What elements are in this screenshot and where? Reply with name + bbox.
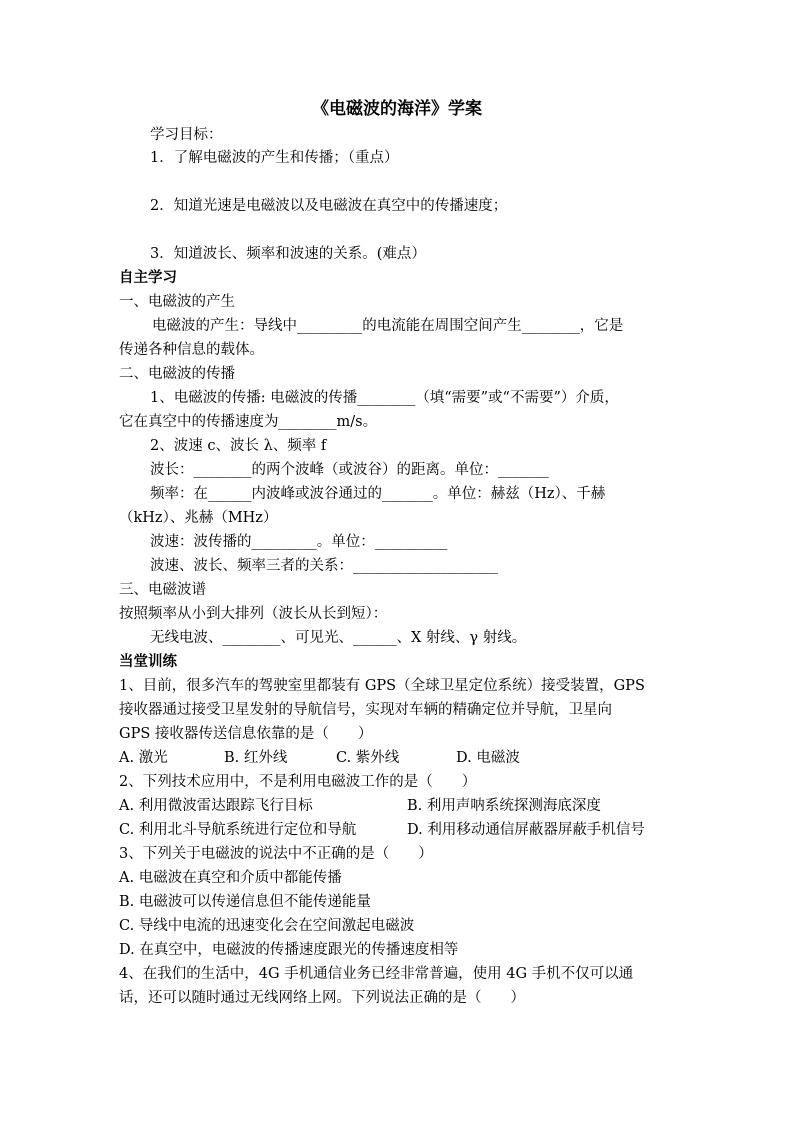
section2-heading: 二、电磁波的传播 [119,366,235,382]
speed-line: 波速：波传播的_________。单位：__________ [150,534,448,550]
section3-line2: 无线电波、________、可见光、______、X 射线、γ 射线。 [150,630,527,646]
frequency-line2: （kHz）、兆赫（MHz） [119,510,278,526]
section2-line2: 它在真空中的传播速度为________m/s。 [119,414,378,430]
relation-line: 波速、波长、频率三者的关系：____________________ [150,558,498,574]
q1-option-b: B. 红外线 [224,750,288,766]
q3-option-d: D. 在真空中，电磁波的传播速度跟光的传播速度相等 [119,942,459,958]
section1-line1: 电磁波的产生：导线中_________的电流能在周围空间产生________，它是 [152,318,624,334]
section1-line2: 传递各种信息的载体。 [119,342,264,358]
q1-line3: GPS 接收器传送信息依靠的是（ ） [119,726,373,742]
self-study-heading: 自主学习 [119,269,177,286]
q2-option-c: C. 利用北斗导航系统进行定位和导航 [119,822,357,838]
objectives-heading: 学习目标： [150,127,223,143]
q1-option-c: C. 紫外线 [336,750,400,766]
q2-option-d: D. 利用移动通信屏蔽器屏蔽手机信号 [407,822,645,838]
q3-stem: 3、下列关于电磁波的说法中不正确的是（ ） [119,846,433,862]
q3-option-a: A. 电磁波在真空和介质中都能传播 [119,870,342,886]
wavelength-line: 波长：________的两个波峰（或波谷）的距离。单位：_______ [150,462,549,478]
q1-option-a: A. 激光 [119,750,168,766]
q1-option-d: D. 电磁波 [456,750,520,766]
section1-heading: 一、电磁波的产生 [119,294,235,310]
section2-line3: 2、波速 c、波长 λ、频率 f [150,438,327,454]
section2-line1: 1、电磁波的传播: 电磁波的传播________（填“需要”或“不需要”）介质， [150,390,619,406]
q3-option-c: C. 导线中电流的迅速变化会在空间激起电磁波 [119,918,415,934]
q3-option-b: B. 电磁波可以传递信息但不能传递能量 [119,894,371,910]
q1-line2: 接收器通过接受卫星发射的导航信号，实现对车辆的精确定位并导航，卫星向 [119,702,612,718]
q2-stem: 2、下列技术应用中，不是利用电磁波工作的是（ ） [119,774,477,790]
objective-item-1: 1．了解电磁波的产生和传播；（重点） [150,150,399,166]
objective-item-3: 3．知道波长、频率和波速的关系。(难点） [150,246,426,262]
frequency-line1: 频率：在______内波峰或波谷通过的_______。单位：赫兹（Hz）、千赫 [150,486,606,502]
q4-line2: 话，还可以随时通过无线网络上网。下列说法正确的是（ ） [119,990,525,1006]
q2-option-a: A. 利用微波雷达跟踪飞行目标 [119,798,313,814]
section3-line1: 按照频率从小到大排列（波长从长到短）： [119,606,388,622]
q4-line1: 4、在我们的生活中，4G 手机通信业务已经非常普遍，使用 4G 手机不仅可以通 [119,966,634,982]
q2-option-b: B. 利用声呐系统探测海底深度 [407,798,601,814]
practice-heading: 当堂训练 [119,653,177,670]
section3-heading: 三、电磁波谱 [119,582,206,598]
objective-item-2: 2．知道光速是电磁波以及电磁波在真空中的传播速度； [150,198,508,214]
page-title: 《电磁波的海洋》学案 [312,99,482,119]
q1-line1: 1、目前，很多汽车的驾驶室里都装有 GPS（全球卫星定位系统）接受装置，GPS [119,678,645,694]
